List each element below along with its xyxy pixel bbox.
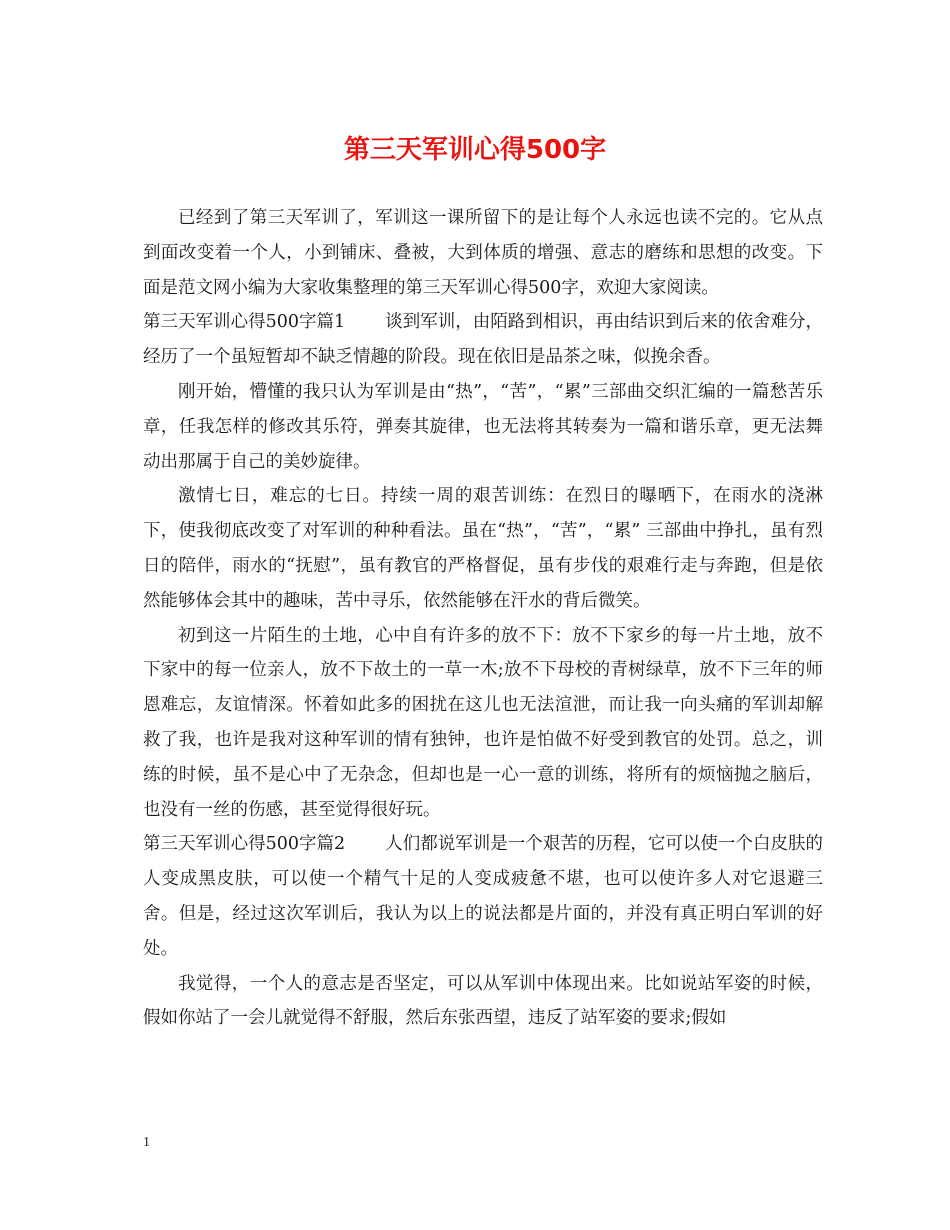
section-2-text: 人们都说军训是一个艰苦的历程，它可以使一个白皮肤的人变成黑皮肤，可以使一个精气十足的人变成疲惫不堪，也可以使许多人对它退避三舍。但是，经过这次军训后，我认为以上的说法都是片面的，并没有真正明白军训的好处。 — [143, 834, 823, 959]
section-1-paragraph — [143, 305, 823, 375]
intro-paragraph: 已经到了第三天军训了，军训这一课所留下的是让每个人永远也读不完的。它从点到面改变着一个人，小到铺床、叠被，大到体质的增强、意志的磨练和思想的改变。下面是范文网小编为大家收集整理的第三天军训心得500字，欢迎大家阅读。 — [143, 208, 823, 298]
document-body — [143, 201, 823, 1036]
body-paragraph: 刚开始，懵懂的我只认为军训是由“热”，“苦”，“累”三部曲交织汇编的一篇愁苦乐章，任我怎样的修改其乐符，弹奏其旋律，也无法将其转奏为一篇和谐乐章，更无法舞动出那属于自己的美妙旋律。 — [143, 381, 823, 472]
section-1-heading: 第三天军训心得500字篇1 — [143, 312, 346, 333]
section-2-heading: 第三天军训心得500字篇2 — [143, 834, 346, 855]
body-paragraph: 初到这一片陌生的土地，心中自有许多的放不下：放不下家乡的每一片土地，放不下家中的每一位亲人，放不下故土的一草一木;放不下母校的青树绿草，放不下三年的师恩难忘，友谊情深。怀着如此多的困扰在这儿也无法渲泄，而让我一向头痛的军训却解救了我，也许是我对这种军训的情有独钟，也许是怕做不好受到教官的处罚。总之，训练的时候，虽不是心中了无杂念，但却也是一心一意的训练，将所有的烦恼抛之脑后，也没有一丝的伤感，甚至觉得很好玩。 — [143, 625, 823, 820]
section-1-text: 谈到军训，由陌路到相识，再由结识到后来的依舍难分，经历了一个虽短暂却不缺乏情趣的阶段。现在依旧是品茶之味，似挽余香。 — [143, 312, 823, 368]
page-title: 第三天军训心得500字 — [343, 135, 607, 165]
body-paragraph: 我觉得，一个人的意志是否坚定，可以从军训中体现出来。比如说站军姿的时候，假如你站了一会儿就觉得不舒服，然后东张西望，违反了站军姿的要求;假如 — [143, 973, 823, 1029]
section-2-paragraph — [143, 827, 823, 966]
body-paragraph: 激情七日，难忘的七日。持续一周的艰苦训练：在烈日的曝晒下，在雨水的浇淋下，使我彻底改变了对军训的种种看法。虽在“热”，“苦”，“累” 三部曲中挣扎，虽有烈日的陪伴，雨水的“抚慰”，虽有教官的严格督促，虽有步伐的艰难行走与奔跑，但是依然能够体会其中的趣味，苦中寻乐，依然能够在汗水的背后微笑。 — [143, 486, 823, 611]
page-number: 1 — [143, 1135, 150, 1150]
